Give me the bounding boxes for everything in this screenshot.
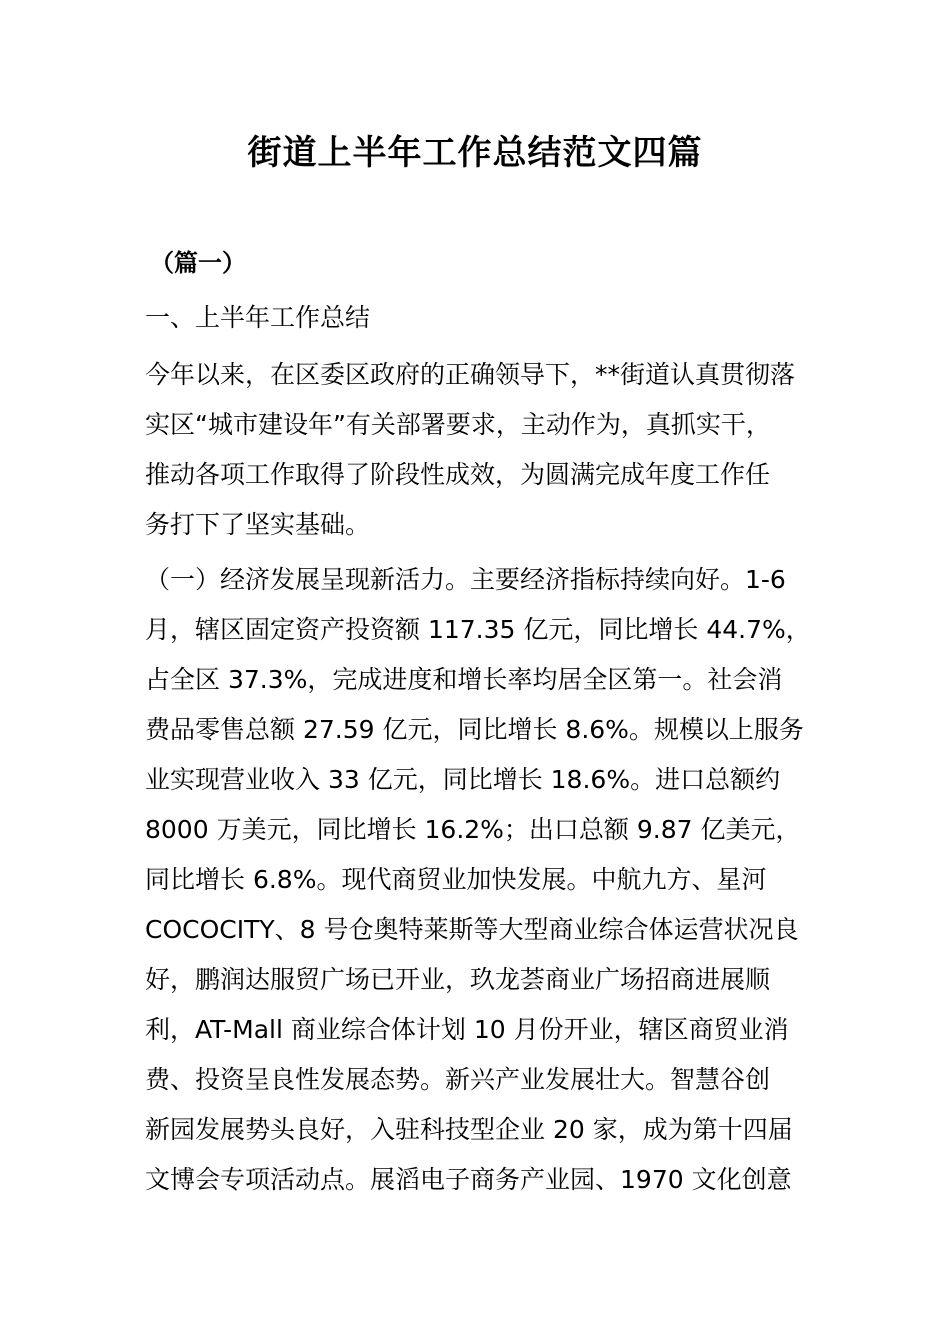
paragraph-line: 实区“城市建设年”有关部署要求，主动作为，真抓实干， — [145, 410, 771, 439]
paragraph-economy — [145, 555, 825, 1205]
document-title: 街道上半年工作总结范文四篇 — [247, 133, 703, 173]
paragraph-line: 占全区 37.3%，完成进度和增长率均居全区第一。社会消 — [145, 665, 783, 694]
paragraph-line: 今年以来，在区委区政府的正确领导下，**街道认真贯彻落 — [145, 360, 796, 389]
paragraph-line: 费品零售总额 27.59 亿元，同比增长 8.6%。规模以上服务 — [145, 715, 804, 744]
paragraph-line: 费、投资呈良性发展态势。新兴产业发展壮大。智慧谷创 — [145, 1065, 771, 1094]
paragraph-line: 推动各项工作取得了阶段性成效，为圆满完成年度工作任 — [145, 460, 771, 489]
paragraph-line: 8000 万美元，同比增长 16.2%；出口总额 9.87 亿美元， — [145, 815, 801, 844]
paragraph-line: 文博会专项活动点。展滔电子商务产业园、1970 文化创意 — [145, 1165, 792, 1194]
paragraph-line: 利，AT-Mall 商业综合体计划 10 月份开业，辖区商贸业消 — [145, 1015, 789, 1044]
paragraph-line: 业实现营业收入 33 亿元，同比增长 18.6%。进口总额约 — [145, 765, 781, 794]
section-heading: 一、上半年工作总结 — [145, 303, 371, 332]
paragraph-line: 同比增长 6.8%。现代商贸业加快发展。中航九方、星河 — [145, 865, 767, 894]
paragraph-line: COCOCITY、8 号仓奥特莱斯等大型商业综合体运营状况良 — [145, 915, 799, 944]
paragraph-line: 新园发展势头良好，入驻科技型企业 20 家，成为第十四届 — [145, 1115, 793, 1144]
paragraph-line: （一）经济发展呈现新活力。主要经济指标持续向好。1-6 — [145, 565, 786, 594]
section-label: （篇一） — [150, 249, 246, 277]
paragraph-intro — [145, 350, 825, 550]
paragraph-line: 务打下了坚实基础。 — [145, 510, 371, 539]
paragraph-line: 月，辖区固定资产投资额 117.35 亿元，同比增长 44.7%， — [145, 615, 811, 644]
paragraph-line: 好，鹏润达服贸广场已开业，玖龙荟商业广场招商进展顺 — [145, 965, 771, 994]
